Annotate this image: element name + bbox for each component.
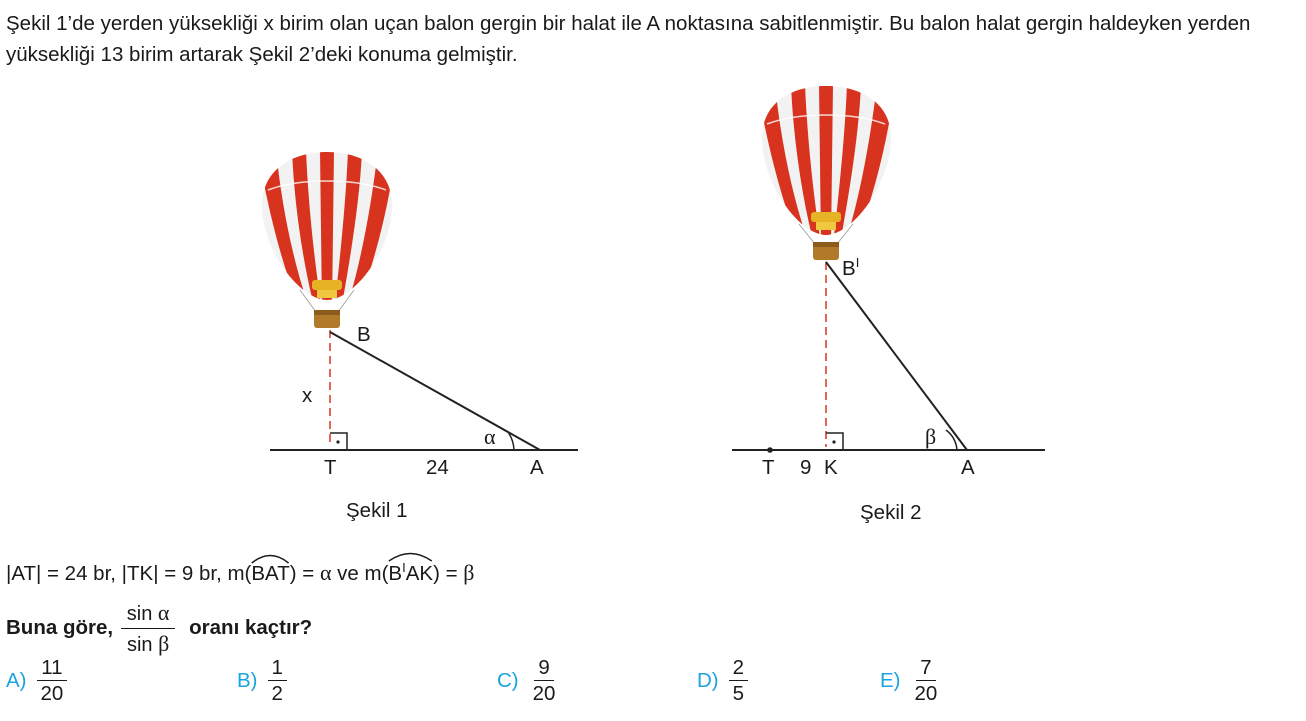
- paren-close-1: ): [289, 562, 297, 585]
- question-suffix: oranı kaçtır?: [189, 615, 313, 639]
- sin-alpha-greek: α: [157, 600, 170, 625]
- question: [6, 600, 312, 657]
- choice-e[interactable]: [880, 656, 941, 705]
- choice-a[interactable]: [6, 656, 67, 705]
- label-t-2: T: [762, 456, 775, 479]
- choice-a-letter: A): [6, 668, 27, 692]
- choice-a-fraction: [37, 656, 68, 705]
- label-b-prime: $B^I$: [842, 255, 860, 280]
- label-alpha: α: [484, 424, 496, 449]
- angle-bat-text: BAT: [251, 562, 290, 585]
- sin-beta-greek: β: [158, 631, 170, 656]
- sin-beta-text: sin: [126, 634, 159, 656]
- sin-alpha: [121, 600, 176, 629]
- label-distance-9: 9: [800, 456, 812, 479]
- caption-figure-2: Şekil 2: [860, 501, 922, 524]
- figure-1: [258, 150, 578, 522]
- angle2-prime: I: [402, 560, 406, 576]
- beta-symbol: β: [463, 560, 475, 585]
- paren-open-2: (: [381, 562, 389, 585]
- choice-b-letter: B): [237, 668, 258, 692]
- paren-close-2: ): [433, 562, 440, 585]
- angle-hat-1: [251, 552, 289, 564]
- choice-d-num: 2: [729, 656, 748, 681]
- choice-e-fraction: [911, 656, 942, 705]
- choice-c-num: 9: [534, 656, 553, 681]
- label-t-1: T: [324, 456, 337, 479]
- choice-e-den: 20: [914, 682, 938, 705]
- sin-alpha-text: sin: [126, 603, 158, 625]
- label-beta: β: [925, 424, 937, 449]
- angle2-b: B: [388, 562, 403, 585]
- choice-d-den: 5: [732, 682, 745, 705]
- choice-b-num: 1: [268, 656, 287, 681]
- label-b-1: B: [357, 323, 371, 346]
- angle-bprime-ak: [388, 560, 433, 586]
- balloon-1: [258, 150, 396, 328]
- choice-e-letter: E): [880, 668, 901, 692]
- choice-b-den: 2: [271, 682, 283, 705]
- choice-d-letter: D): [697, 668, 719, 692]
- label-distance-24: 24: [426, 456, 449, 479]
- equals-2: =: [439, 562, 464, 585]
- paren-open-1: (: [244, 562, 252, 585]
- alpha-symbol: α: [319, 560, 332, 585]
- label-x: x: [302, 384, 313, 407]
- choice-b[interactable]: [237, 656, 287, 705]
- choice-d-fraction: [729, 656, 748, 705]
- sin-ratio-fraction: [121, 600, 176, 657]
- problem-intro-text: Şekil 1’de yerden yüksekliği x birim olan uçan balon gergin bir halat ile A noktasına sabitlenmiştir. Bu balon halat gergin haldeyken yerden yüksekliği 13 birim artarak Şekil 2’deki konuma gelmiştir.: [6, 12, 1251, 66]
- rope-2: [826, 262, 967, 450]
- choice-b-fraction: [268, 656, 287, 705]
- and-text: ve m: [331, 562, 382, 585]
- point-t-2: [767, 447, 773, 453]
- angle-bat: [251, 562, 289, 586]
- caption-figure-1: Şekil 1: [346, 499, 408, 522]
- balloon-2: [757, 84, 895, 260]
- label-k: K: [824, 456, 838, 479]
- choice-c-den: 20: [532, 682, 556, 705]
- label-a-1: A: [530, 456, 544, 479]
- choice-d[interactable]: [697, 656, 748, 705]
- figure-2: [732, 84, 1045, 524]
- sin-beta: [121, 629, 175, 657]
- equals-1: =: [296, 562, 320, 585]
- question-prefix: Buna göre,: [6, 615, 114, 639]
- choice-c-letter: C): [497, 668, 519, 692]
- angle2-ak: AK: [405, 562, 434, 585]
- label-a-2: A: [961, 456, 975, 479]
- choice-e-num: 7: [916, 656, 935, 681]
- givens-lengths: |AT| = 24 br, |TK| = 9 br, m: [6, 562, 245, 585]
- choice-c-fraction: [529, 656, 560, 705]
- choice-c[interactable]: [497, 656, 559, 705]
- angle-hat-2: [388, 550, 433, 562]
- given-values: [6, 560, 475, 586]
- choice-a-num: 11: [37, 656, 66, 681]
- choice-a-den: 20: [40, 682, 64, 705]
